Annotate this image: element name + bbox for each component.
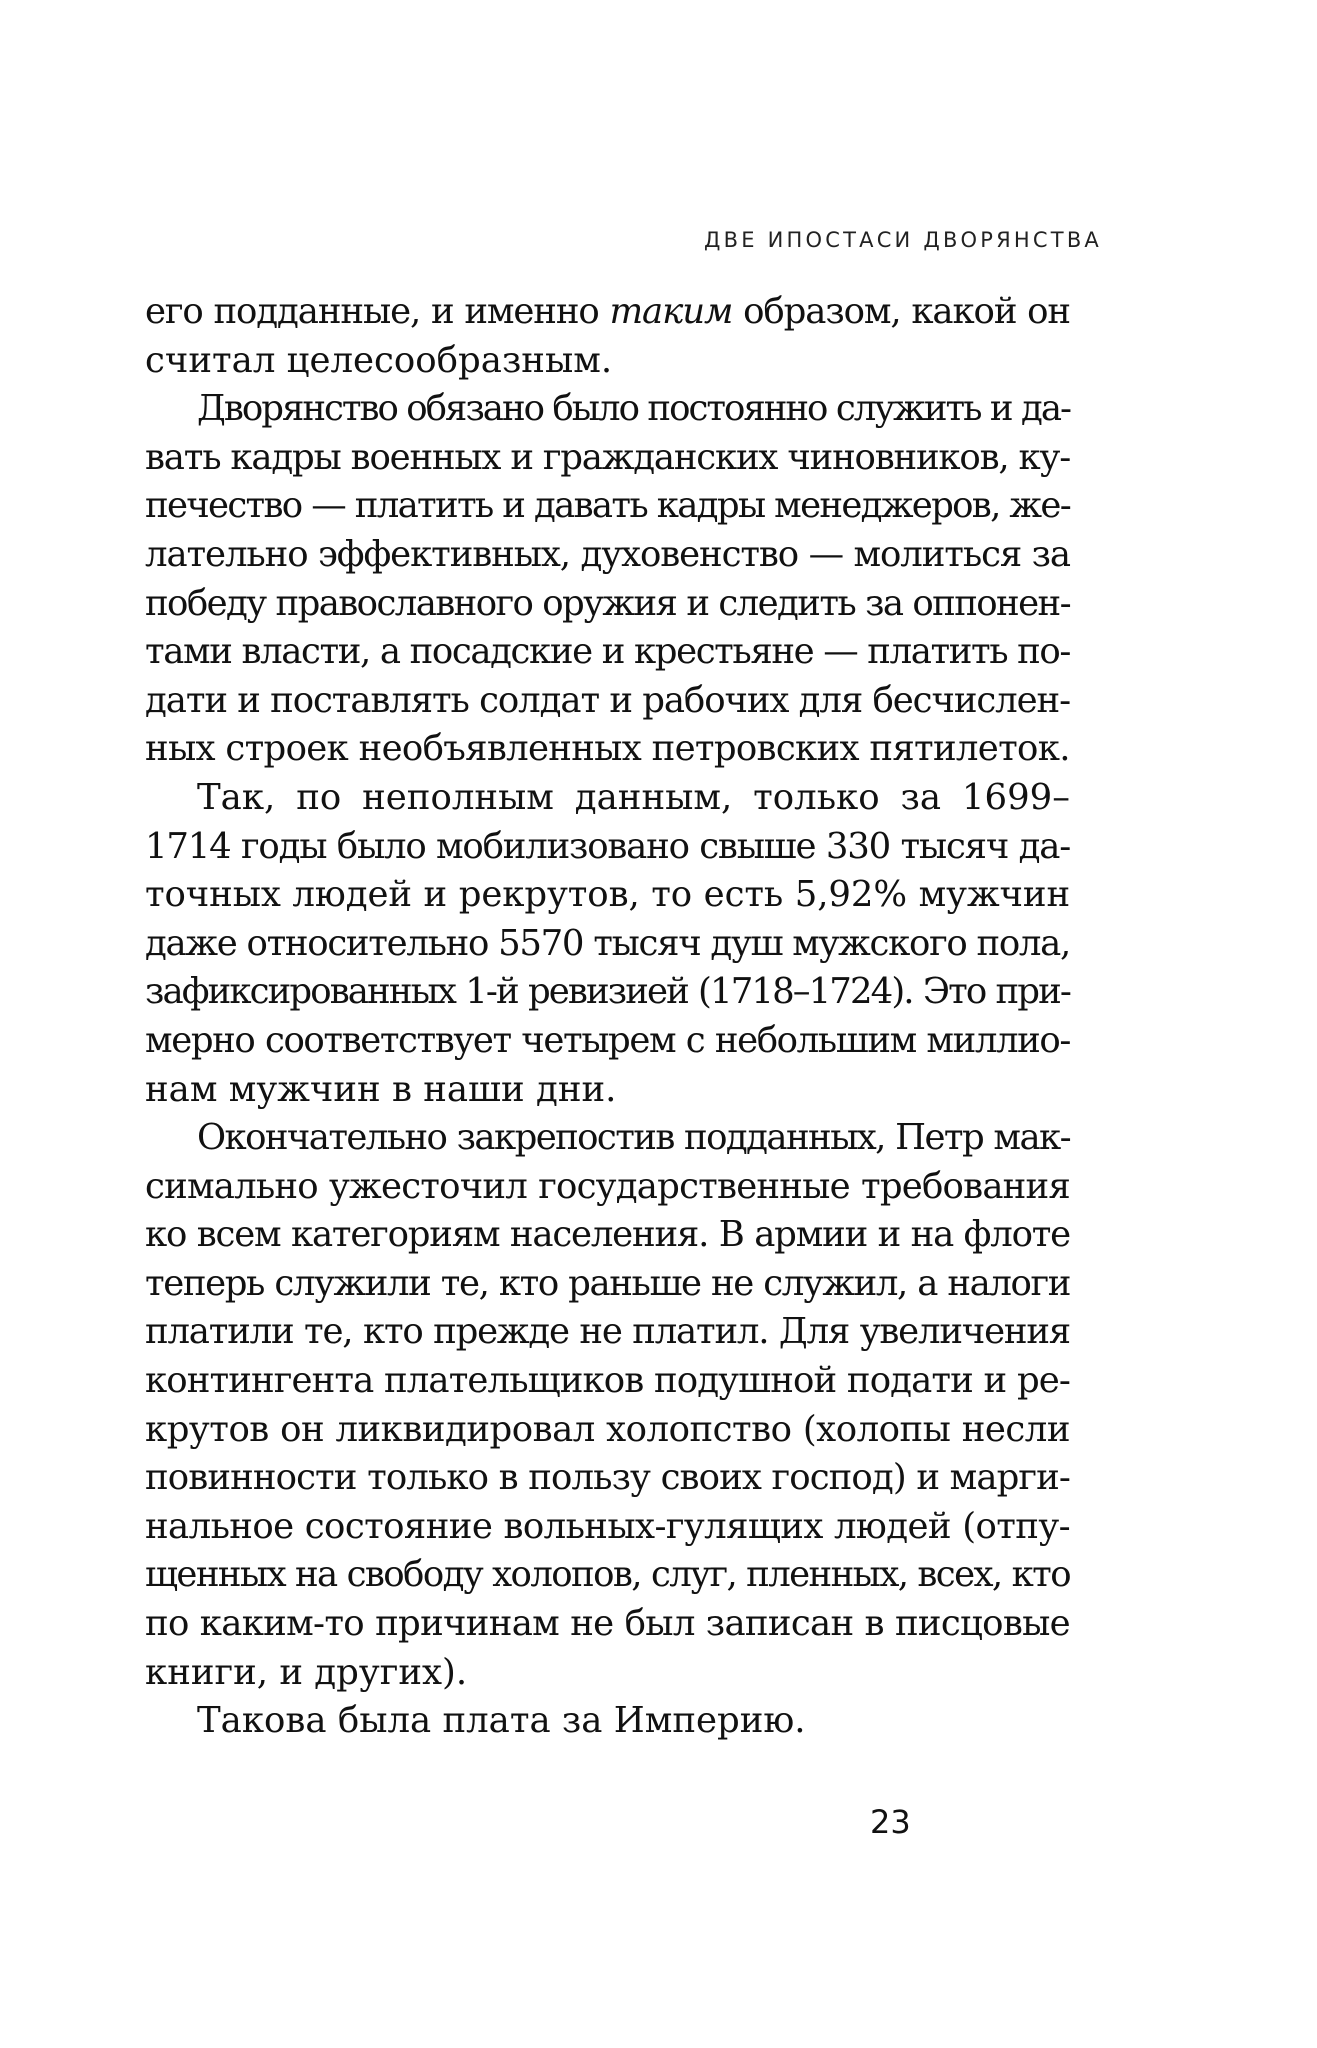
running-header: ДВЕ ИПОСТАСИ ДВОРЯНСТВА [704, 228, 1102, 252]
text-line [145, 434, 1070, 483]
text-segment: повинности только в пользу своих господ) и марги- [145, 1457, 1070, 1499]
text-line [145, 1211, 1070, 1260]
text-segment: Окончательно закрепостив подданных, Петр мак- [197, 1117, 1070, 1159]
text-segment: печество — платить и давать кадры менеджеров, же- [145, 485, 1070, 527]
text-line [145, 968, 1070, 1017]
text-line [145, 725, 1070, 774]
text-segment: нальное состояние вольных-гулящих людей (отпу- [145, 1505, 1070, 1547]
text-line [145, 1600, 1070, 1649]
text-segment: вать кадры военных и гражданских чиновников, ку- [145, 436, 1070, 478]
text-segment: ко всем категориям населения. В армии и на флоте [145, 1214, 1070, 1256]
text-segment: его подданные, и именно [145, 291, 610, 332]
text-line [145, 482, 1070, 531]
text-segment: симально ужесточил государственные требования [145, 1165, 1070, 1207]
text-line [145, 1454, 1070, 1503]
text-segment: даже относительно 5570 тысяч душ мужского пола, [145, 922, 1070, 964]
text-segment: тами власти, а посадские и крестьяне — платить по- [145, 631, 1070, 673]
text-segment: Такова была плата за Империю. [197, 1700, 806, 1742]
text-segment: щенных на свободу холопов, слуг, пленных, всех, кто [145, 1554, 1070, 1596]
text-line [145, 677, 1070, 726]
text-line [145, 1017, 1070, 1066]
text-line [145, 871, 1070, 920]
text-line [145, 1308, 1070, 1357]
text-line [145, 1114, 1070, 1163]
text-line [145, 1503, 1070, 1552]
text-segment: победу православного оружия и следить за оппонен- [145, 582, 1070, 624]
text-line [145, 774, 1070, 823]
text-line [145, 580, 1070, 629]
body-text [145, 288, 1070, 1746]
text-segment: по каким-то причинам не был записан в писцовые [145, 1603, 1070, 1645]
text-segment: зафиксированных 1-й ревизией (1718–1724). Это при- [145, 971, 1070, 1013]
text-line [145, 823, 1070, 872]
text-segment: мерно соответствует четырем с небольшим миллио- [145, 1019, 1070, 1061]
text-line [145, 531, 1070, 580]
text-segment: платили те, кто прежде не платил. Для увеличения [145, 1311, 1070, 1353]
page-number: 23 [870, 1803, 911, 1841]
text-segment: лательно эффективных, духовенство — молиться за [145, 533, 1070, 575]
text-line [145, 1357, 1070, 1406]
text-line [145, 337, 1070, 386]
text-segment: Дворянство обязано было постоянно служить и да- [197, 388, 1070, 430]
text-segment: 1714 годы было мобилизовано свыше 330 тысяч да- [145, 825, 1070, 867]
text-segment: считал целесообразным. [145, 339, 613, 381]
text-line [145, 1697, 1070, 1746]
text-segment: образом, какой он [732, 291, 1070, 332]
text-line [145, 385, 1070, 434]
italic-text: таким [609, 291, 733, 332]
text-segment: теперь служили те, кто раньше не служил, а налоги [145, 1262, 1070, 1304]
text-segment: точных людей и рекрутов, то есть 5,92% мужчин [145, 874, 1070, 916]
text-line [145, 1260, 1070, 1309]
text-segment: крутов он ликвидировал холопство (холопы несли [145, 1408, 1070, 1450]
text-segment: Так, по неполным данным, только за 1699– [197, 776, 1070, 818]
text-line [145, 1649, 1070, 1698]
text-segment: книги, и других). [145, 1651, 468, 1693]
text-line [145, 1551, 1070, 1600]
text-line [145, 1066, 1070, 1115]
text-segment: нам мужчин в наши дни. [145, 1068, 617, 1110]
text-line [145, 288, 1070, 337]
text-segment: дати и поставлять солдат и рабочих для бесчислен- [145, 679, 1070, 721]
text-line [145, 1163, 1070, 1212]
text-segment: ных строек необъявленных петровских пятилеток. [145, 728, 1070, 770]
text-line [145, 628, 1070, 677]
text-segment: контингента плательщиков подушной подати и ре- [145, 1360, 1070, 1402]
text-line [145, 920, 1070, 969]
text-line [145, 1406, 1070, 1455]
